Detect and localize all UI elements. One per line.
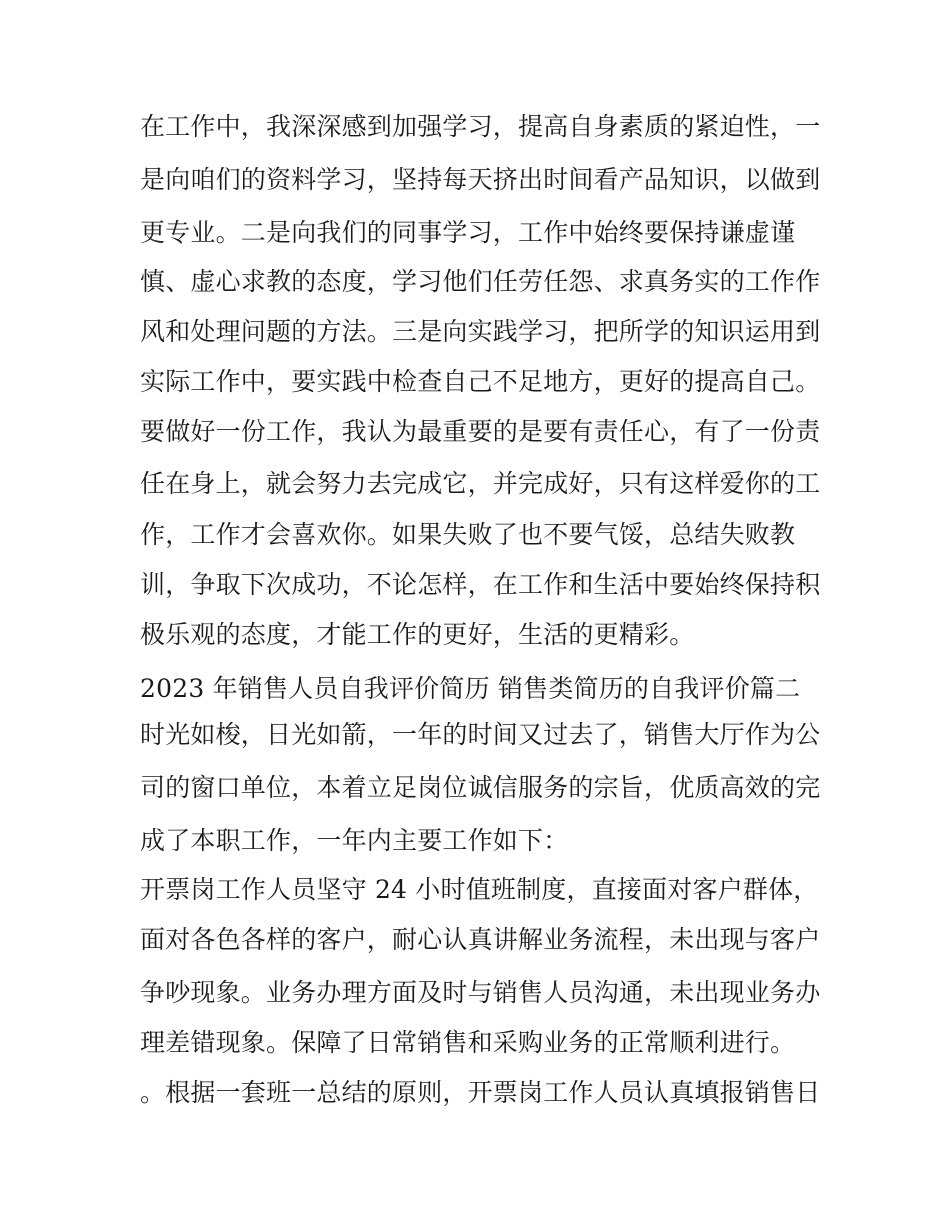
- section-heading: 2023 年销售人员自我评价简历 销售类简历的自我评价篇二: [140, 674, 801, 703]
- text-line: 要做好一份工作，我认为最重要的是要有责任心，有了一份责: [140, 417, 821, 446]
- text-line: 极乐观的态度，才能工作的更好，生活的更精彩。: [140, 620, 695, 649]
- text-line: 是向咱们的资料学习，坚持每天挤出时间看产品知识，以做到: [140, 165, 821, 194]
- text-line: 理差错现象。保障了日常销售和采购业务的正常顺利进行。: [140, 1028, 796, 1057]
- text-line: 开票岗工作人员坚守 24 小时值班制度，直接面对客户群体，: [140, 875, 819, 904]
- text-line: 面对各色各样的客户，耐心认真讲解业务流程，未出现与客户: [140, 925, 821, 954]
- text-line: 更专业。二是向我们的同事学习，工作中始终要保持谦虚谨: [140, 218, 796, 247]
- text-line: 实际工作中，要实践中检查自己不足地方，更好的提高自己。: [140, 367, 821, 396]
- text-line: 慎、虚心求教的态度，学习他们任劳任怨、求真务实的工作作: [140, 267, 821, 296]
- text-line: 任在身上，就会努力去完成它，并完成好，只有这样爱你的工: [140, 469, 821, 498]
- text-line: 时光如梭，日光如箭，一年的时间又过去了，销售大厅作为公: [140, 720, 821, 749]
- text-line: 作，工作才会喜欢你。如果失败了也不要气馁，总结失败教: [140, 520, 796, 549]
- text-line: 。根据一套班一总结的原则，开票岗工作人员认真填报销售日: [140, 1078, 821, 1107]
- text-line: 在工作中，我深深感到加强学习，提高自身素质的紧迫性，一: [140, 112, 821, 141]
- text-line: 风和处理问题的方法。三是向实践学习，把所学的知识运用到: [140, 317, 821, 346]
- text-line: 训，争取下次成功，不论怎样，在工作和生活中要始终保持积: [140, 570, 821, 599]
- text-line: 争吵现象。业务办理方面及时与销售人员沟通，未出现业务办: [140, 978, 821, 1007]
- text-line: 司的窗口单位，本着立足岗位诚信服务的宗旨，优质高效的完: [140, 773, 821, 802]
- text-line: 成了本职工作，一年内主要工作如下：: [140, 826, 569, 855]
